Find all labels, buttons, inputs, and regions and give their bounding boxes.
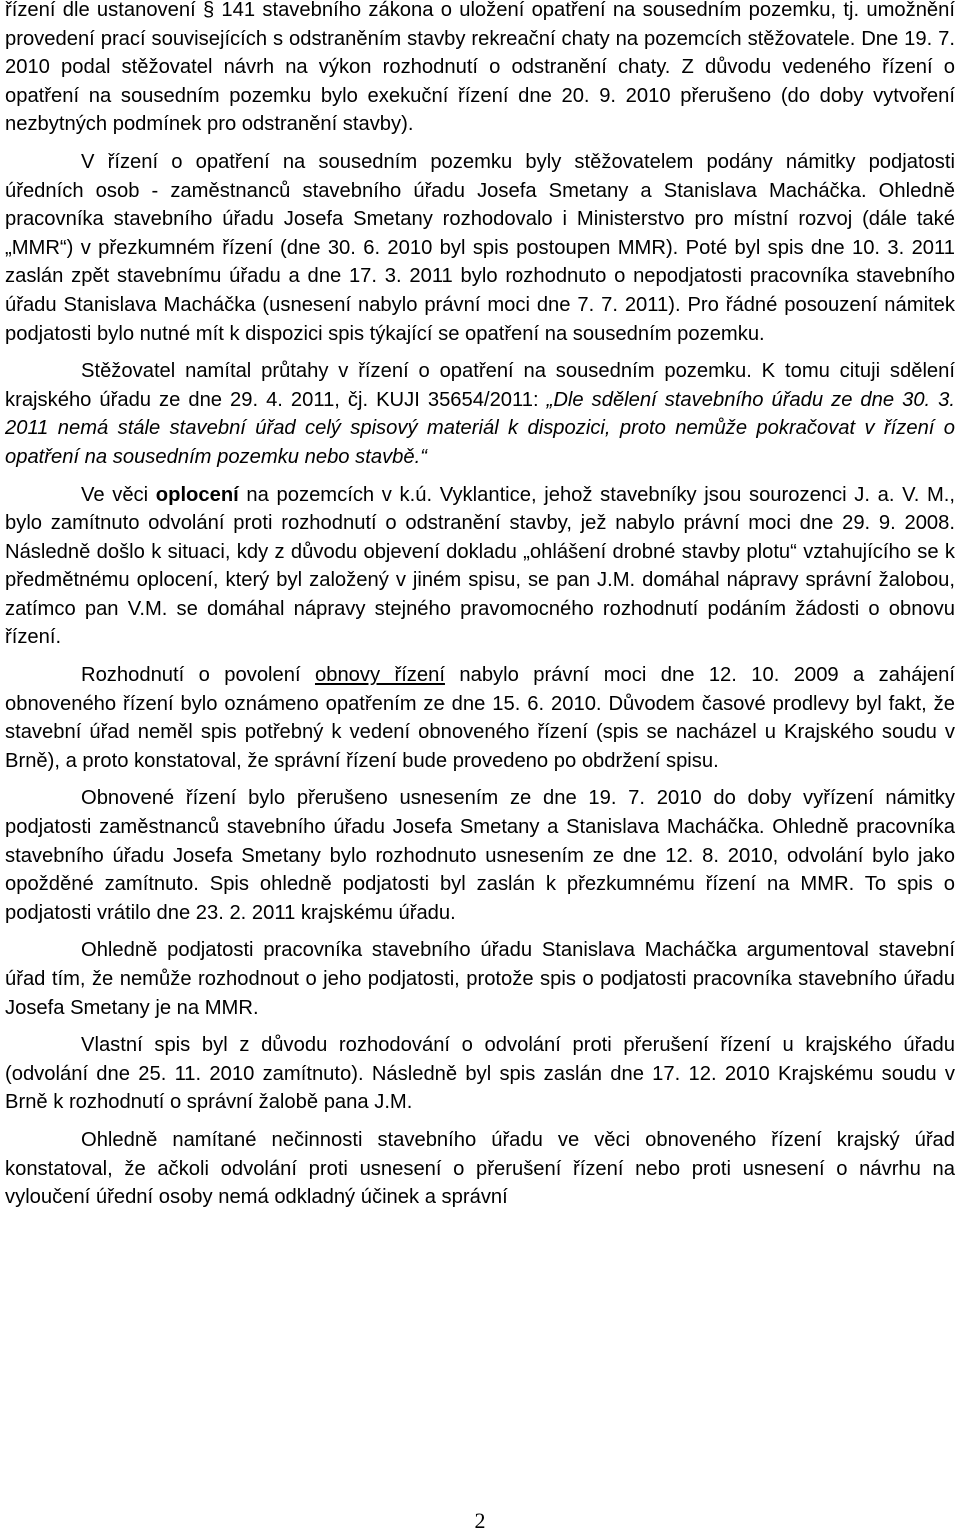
paragraph-text-segment: Vlastní spis byl z důvodu rozhodování o odvolání proti přerušení řízení u krajského úřadu (odvolání dne 25. 11. 2010 zamítnuto). Následně byl spis zaslán dne 17. 12. 2010 Krajskému soudu v Brně k rozhodnutí o správní žalobě pana J.M. [5,1034,955,1114]
paragraph-text-segment: V řízení o opatření na sousedním pozemku byly stěžovatelem podány námitky podjatosti úředních osob - zaměstnanců stavebního úřadu Josefa Smetany a Stanislava Macháčka. Ohledně pracovníka stavebního úřadu Josefa Smetany rozhodovalo i Ministerstvo pro místní rozvoj (dále také „MMR“) v přezkumném řízení (dne 30. 6. 2010 byl spis postoupen MMR). Poté byl spis dne 10. 3. 2011 zaslán zpět stavebnímu úřadu a dne 17. 3. 2011 bylo rozhodnuto o nepodjatosti pracovníka stavebního úřadu Stanislava Macháčka (usnesení nabylo právní moci dne 7. 7. 2011). Pro řádné posouzení námitek podjatosti bylo nutné mít k dispozici spis týkající se opatření na sousedním pozemku. [5,150,955,345]
paragraph-6 [5,784,955,927]
page-number: 2 [474,1508,486,1533]
paragraph-text-segment: Stěžovatel namítal průtahy v řízení o opatření na sousedním pozemku. K tomu cituji sdělení krajského úřadu ze dne 29. 4. 2011, čj. KUJI 35654/2011: [5,360,955,411]
paragraph-text-segment: Ohledně namítané nečinnosti stavebního úřadu ve věci obnoveného řízení krajský úřad konstatoval, že ačkoli odvolání proti usnesení o přerušení řízení nebo proti usnesení o návrhu na vyloučení úřední osoby nemá odkladný účinek a správní [5,1128,955,1209]
paragraph-5 [5,661,955,775]
paragraph-text-segment: Ohledně podjatosti pracovníka stavebního úřadu Stanislava Macháčka argumentoval stavební úřad tím, že nemůže rozhodnout o jeho podjatosti, protože spis o podjatosti pracovníka stavebního úřadu Josefa Smetany je na MMR. [5,939,955,1019]
paragraph-9 [5,1126,955,1212]
paragraph-text-segment: „Dle sdělení stavebního úřadu ze dne 30. 3. 2011 nemá stále stavební úřad celý spisový materiál k dispozici, proto nemůže pokračovat v řízení o opatření na sousedním pozemku nebo stavbě.“ [5,388,955,468]
paragraph-7 [5,936,955,1022]
paragraph-text-segment: Rozhodnutí o povolení [81,664,315,687]
paragraph-text-segment: Obnovené řízení bylo přerušeno usnesením ze dne 19. 7. 2010 do doby vyřízení námitky podjatosti zaměstnanců stavebního úřadu Josefa Smetany a Stanislava Macháčka. Ohledně pracovníka stavebního úřadu Josefa Smetany bylo rozhodnuto usnesením ze dne 12. 8. 2010, odvolání bylo jako opožděné zamítnuto. Spis ohledně podjatosti byl zaslán k přezkumnému řízení na MMR. To spis o podjatosti vrátilo dne 23. 2. 2011 krajskému úřadu. [5,787,955,924]
document-page [5,0,955,1212]
paragraph-8 [5,1031,955,1117]
paragraph-text-segment: obnovy řízení [314,664,445,687]
paragraph-2 [5,148,955,348]
paragraph-text-segment: Ve věci [81,483,156,506]
paragraph-text-segment: oplocení [155,483,239,506]
paragraph-text-segment: nabylo právní moci dne 12. 10. 2009 a zahájení obnoveného řízení bylo oznámeno opatřením ze dne 15. 6. 2010. Důvodem časové prodlevy byl fakt, že stavební úřad neměl spis potřebný k vedení obnoveného řízení (spis se nacházel u Krajského soudu v Brně), a proto konstatoval, že správní řízení bude provedeno po obdržení spisu. [5,664,955,772]
paragraph-3 [5,357,955,471]
paragraph-text-segment: řízení dle ustanovení § 141 stavebního zákona o uložení opatření na sousedním pozemku, tj. umožnění provedení prací souvisejících s odstraněním stavby rekreační chaty na pozemcích stěžovatele. Dne 19. 7. 2010 podal stěžovatel návrh na výkon rozhodnutí o odstranění chaty. Z důvodu vedeného řízení o opatření na sousedním pozemku bylo exekuční řízení dne 20. 9. 2010 přerušeno (do doby vytvoření nezbytných podmínek pro odstranění stavby). [5,0,955,136]
paragraph-1 [5,0,955,139]
paragraph-4 [5,481,955,653]
paragraph-text-segment: na pozemcích v k.ú. Vyklantice, jehož stavebníky jsou sourozenci J. a. V. M., bylo zamítnuto odvolání proti rozhodnutí o odstranění stavby, jež nabylo právní moci dne 29. 9. 2008. Následně došlo k situaci, kdy z důvodu objevení dokladu „ohlášení drobné stavby plotu“ vztahujícího se k předmětnému oplocení, který byl založený v jiném spisu, se pan J.M. domáhal nápravy správní žalobou, zatímco pan V.M. se domáhal nápravy stejného pravomocného rozhodnutí podáním žádosti o obnovu řízení. [5,483,955,649]
